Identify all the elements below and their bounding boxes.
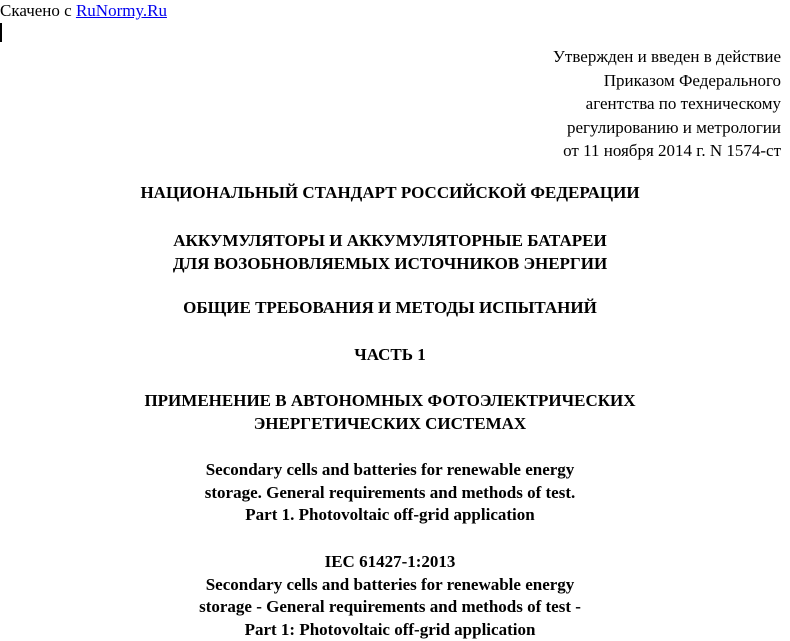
iec-block bbox=[0, 551, 780, 641]
source-link[interactable]: RuNormy.Ru bbox=[76, 1, 167, 20]
subtitle-line: ОБЩИЕ ТРЕБОВАНИЯ И МЕТОДЫ ИСПЫТАНИЙ bbox=[0, 297, 780, 320]
approval-line: Утвержден и введен в действие bbox=[553, 45, 781, 69]
approval-line: Приказом Федерального bbox=[553, 69, 781, 93]
title-line: ДЛЯ ВОЗОБНОВЛЯЕМЫХ ИСТОЧНИКОВ ЭНЕРГИИ bbox=[0, 253, 780, 276]
title-line: АККУМУЛЯТОРЫ И АККУМУЛЯТОРНЫЕ БАТАРЕИ bbox=[0, 230, 780, 253]
approval-line: регулированию и метрологии bbox=[553, 116, 781, 140]
approval-line: от 11 ноября 2014 г. N 1574-ст bbox=[553, 139, 781, 163]
iec-code: IEC 61427-1:2013 bbox=[0, 551, 780, 574]
iec-title-line: Secondary cells and batteries for renewable energy bbox=[0, 574, 780, 597]
standard-type-heading bbox=[0, 182, 780, 205]
part-title-line: ПРИМЕНЕНИЕ В АВТОНОМНЫХ ФОТОЭЛЕКТРИЧЕСКИХ bbox=[0, 390, 780, 413]
part-heading bbox=[0, 344, 780, 367]
source-prefix: Скачено с bbox=[0, 1, 76, 20]
part-line: ЧАСТЬ 1 bbox=[0, 344, 780, 367]
english-title-line: storage. General requirements and methods of test. bbox=[0, 482, 780, 505]
text-cursor bbox=[0, 23, 2, 42]
approval-block bbox=[553, 45, 781, 163]
document-title bbox=[0, 230, 780, 275]
iec-title-line: Part 1: Photovoltaic off-grid application bbox=[0, 619, 780, 641]
part-title bbox=[0, 390, 780, 435]
source-line bbox=[0, 1, 167, 21]
part-title-line: ЭНЕРГЕТИЧЕСКИХ СИСТЕМАХ bbox=[0, 413, 780, 436]
english-title-line: Secondary cells and batteries for renewable energy bbox=[0, 459, 780, 482]
english-title-line: Part 1. Photovoltaic off-grid application bbox=[0, 504, 780, 527]
iec-title-line: storage - General requirements and methods of test - bbox=[0, 596, 780, 619]
document-subtitle bbox=[0, 297, 780, 320]
english-title bbox=[0, 459, 780, 527]
standard-type-line: НАЦИОНАЛЬНЫЙ СТАНДАРТ РОССИЙСКОЙ ФЕДЕРАЦИИ bbox=[0, 182, 780, 205]
approval-line: агентства по техническому bbox=[553, 92, 781, 116]
